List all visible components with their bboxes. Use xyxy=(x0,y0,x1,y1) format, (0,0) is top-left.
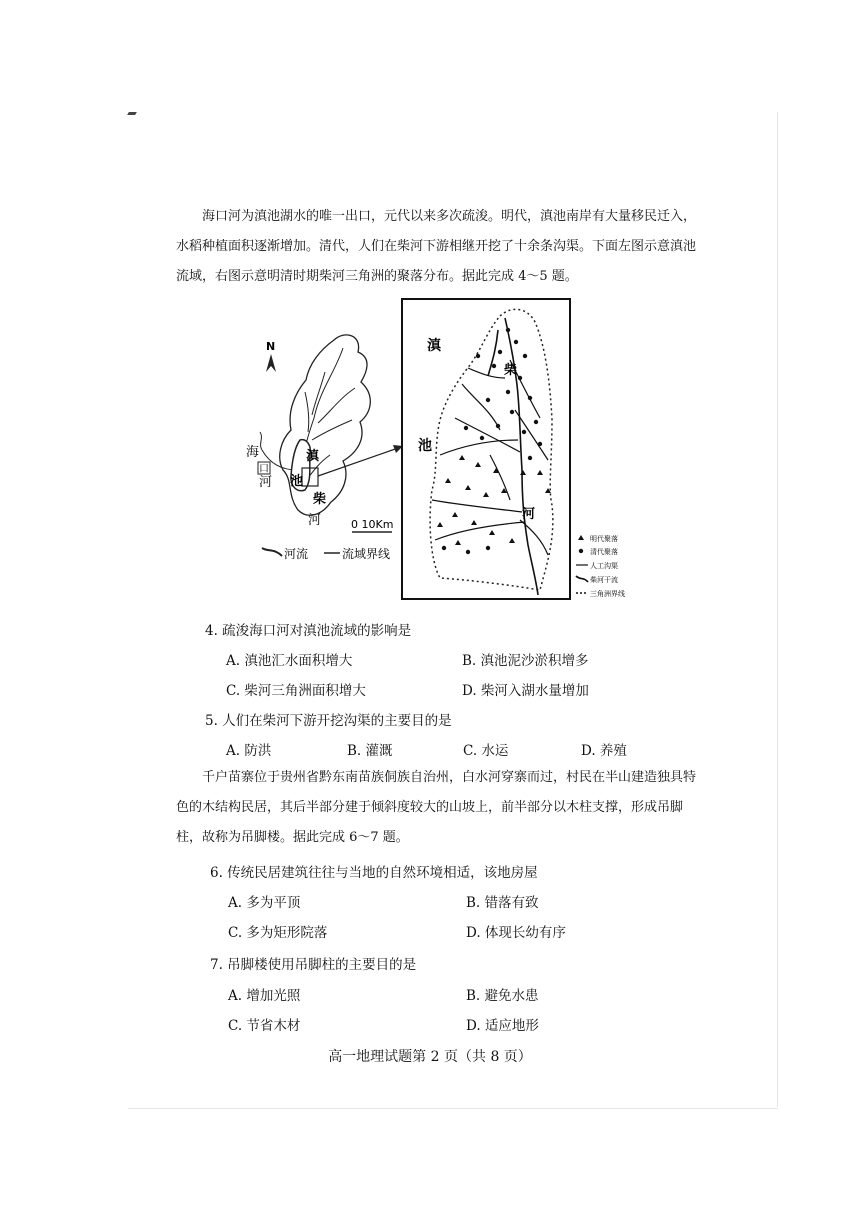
q6-option-d[interactable]: D. 体现长幼有序 xyxy=(466,925,566,941)
q6-option-a[interactable]: A. 多为平顶 xyxy=(228,895,301,911)
qing-settlement-marker xyxy=(506,390,510,394)
qing-settlement-marker xyxy=(510,410,514,414)
qing-settlement-marker xyxy=(534,420,538,424)
page-edge-line-bottom xyxy=(128,1108,778,1109)
q7-option-d[interactable]: D. 适应地形 xyxy=(466,1018,539,1034)
qing-settlement-marker xyxy=(528,396,532,400)
inset-label-chai: 柴 xyxy=(504,363,518,378)
passage-2-line-3: 柱，故称为吊脚楼。据此完成 6～7 题。 xyxy=(176,830,409,845)
north-arrow-icon xyxy=(266,354,276,372)
qing-settlement-marker xyxy=(492,364,496,368)
q7-stem: 7. 吊脚楼使用吊脚柱的主要目的是 xyxy=(210,957,417,973)
legend-ming-label: 明代聚落 xyxy=(590,535,618,543)
q6-stem: 6. 传统民居建筑往往与当地的自然环境相适，该地房屋 xyxy=(210,865,538,881)
q5-stem: 5. 人们在柴河下游开挖沟渠的主要目的是 xyxy=(205,713,452,729)
qing-settlement-marker xyxy=(506,328,510,332)
label-he2: 河 xyxy=(308,513,322,528)
label-he: 河 xyxy=(259,475,273,490)
passage-1-line-2: 水稻种植面积逐渐增加。清代，人们在柴河下游相继开挖了十余条沟渠。下面左图示意滇池 xyxy=(176,239,697,254)
q5-option-c[interactable]: C. 水运 xyxy=(463,743,509,759)
qing-settlement-marker xyxy=(496,424,500,428)
q7-option-a[interactable]: A. 增加光照 xyxy=(228,988,301,1004)
legend-channel-label: 人工沟渠 xyxy=(590,562,618,570)
q5-option-d[interactable]: D. 养殖 xyxy=(581,743,627,759)
q4-option-a[interactable]: A. 滇池汇水面积增大 xyxy=(226,653,353,669)
scan-mark xyxy=(127,112,137,115)
qing-settlement-marker xyxy=(514,340,518,344)
page-edge-line xyxy=(777,112,778,1107)
q6-option-c[interactable]: C. 多为矩形院落 xyxy=(228,925,328,941)
q7-option-c[interactable]: C. 节省木材 xyxy=(228,1018,301,1034)
inset-label-he: 河 xyxy=(522,507,536,522)
qing-settlement-marker xyxy=(464,426,468,430)
label-dian: 滇 xyxy=(306,449,320,464)
legend-qing-label: 清代聚落 xyxy=(590,548,618,556)
qing-settlement-marker xyxy=(528,456,532,460)
passage-1-line-1: 海口河为滇池湖水的唯一出口，元代以来多次疏浚。明代，滇池南岸有大量移民迁入， xyxy=(202,209,697,224)
q4-option-d[interactable]: D. 柴河入湖水量增加 xyxy=(462,683,589,699)
qing-settlement-marker xyxy=(518,376,522,380)
label-hai: 海 xyxy=(246,445,260,460)
legend-boundary-label: 流域界线 xyxy=(342,547,391,561)
inset-label-chi: 池 xyxy=(418,438,432,454)
q5-option-a[interactable]: A. 防洪 xyxy=(226,743,272,759)
legend-qing-icon xyxy=(579,549,583,553)
dianchi-figure xyxy=(240,292,680,612)
legend-main-river-label: 柴河干流 xyxy=(590,576,618,584)
passage-2 xyxy=(176,763,716,853)
legend-ming-icon xyxy=(578,535,584,540)
legend-river-label: 河流 xyxy=(284,547,309,561)
passage-2-line-2: 色的木结构民居，其后半部分建于倾斜度较大的山坡上，前半部分以木柱支撑，形成吊脚 xyxy=(176,800,684,815)
legend-delta-label: 三角洲界线 xyxy=(590,590,625,598)
qing-settlement-marker xyxy=(522,430,526,434)
q4-option-c[interactable]: C. 柴河三角洲面积增大 xyxy=(226,683,366,699)
q7-option-b[interactable]: B. 避免水患 xyxy=(466,988,539,1004)
passage-2-line-1: 千户苗寨位于贵州省黔东南苗族侗族自治州，白水河穿寨而过，村民在半山建造独具特 xyxy=(202,770,697,785)
legend-river-icon xyxy=(262,548,282,556)
qing-settlement-marker xyxy=(523,354,527,358)
qing-settlement-marker xyxy=(486,546,490,550)
north-label: N xyxy=(266,340,276,353)
passage-1-line-3: 流域，右图示意明清时期柴河三角洲的聚落分布。据此完成 4～5 题。 xyxy=(176,269,578,284)
passage-1 xyxy=(176,202,716,292)
scale-label: 0 10Km xyxy=(351,518,394,531)
label-kou: 口 xyxy=(259,464,269,475)
qing-settlement-marker xyxy=(442,546,446,550)
qing-settlement-marker xyxy=(498,350,502,354)
qing-settlement-marker xyxy=(538,442,542,446)
qing-settlement-marker xyxy=(476,354,480,358)
q5-option-b[interactable]: B. 灌溉 xyxy=(347,743,393,759)
q4-option-b[interactable]: B. 滇池泥沙淤积增多 xyxy=(462,653,589,669)
qing-settlement-marker xyxy=(466,550,470,554)
locator-arrow xyxy=(318,448,398,476)
qing-settlement-marker xyxy=(480,436,484,440)
legend-main-river-icon xyxy=(576,576,588,582)
inset-legend xyxy=(576,534,625,598)
label-chai: 柴 xyxy=(313,492,327,507)
qing-settlement-marker xyxy=(486,398,490,402)
q4-stem: 4. 疏浚海口河对滇池流域的影响是 xyxy=(205,623,412,639)
inset-label-dian: 滇 xyxy=(427,338,441,354)
q6-option-b[interactable]: B. 错落有致 xyxy=(466,895,539,911)
label-chi: 池 xyxy=(290,474,304,489)
page-footer: 高一地理试题第 2 页（共 8 页） xyxy=(328,1049,532,1065)
